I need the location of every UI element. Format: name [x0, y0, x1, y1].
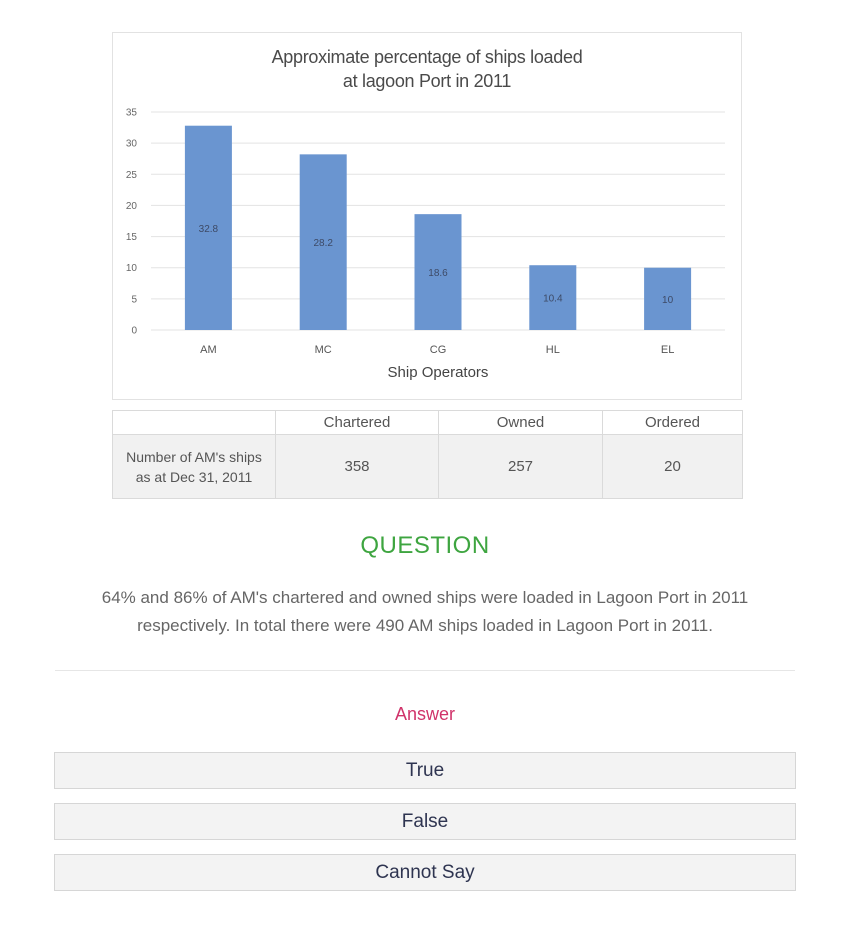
y-tick-label: 20	[125, 200, 137, 212]
data-label: 10	[662, 294, 674, 306]
ships-table	[112, 410, 743, 499]
y-tick-label: 35	[125, 107, 137, 119]
table-header-row	[113, 411, 743, 435]
table-row-label	[113, 435, 276, 499]
data-label: 10.4	[543, 293, 563, 305]
data-label: 32.8	[198, 223, 219, 235]
table-header-empty	[113, 411, 276, 435]
table-header-ordered: Ordered	[603, 411, 743, 435]
data-label: 28.2	[313, 238, 333, 250]
x-tick-label: AM	[200, 344, 217, 356]
y-tick-label: 25	[125, 169, 137, 181]
x-axis-label: Ship Operators	[387, 364, 489, 381]
answer-option-false[interactable]: False	[54, 803, 796, 840]
table-cell-ordered: 20	[603, 435, 743, 499]
table-cell-chartered: 358	[276, 435, 439, 499]
table-row-label-line-1: Number of AM's ships	[126, 448, 262, 465]
table-header-chartered: Chartered	[276, 411, 439, 435]
chart-title-line-2: at lagoon Port in 2011	[342, 71, 512, 91]
table-cell-owned: 257	[439, 435, 603, 499]
table-header-owned: Owned	[439, 411, 603, 435]
x-tick-label: HL	[545, 344, 560, 356]
x-tick-label: EL	[660, 344, 675, 356]
chart-panel	[112, 32, 742, 400]
y-tick-label: 5	[131, 294, 137, 306]
y-tick-label: 15	[125, 232, 137, 244]
question-text-line-1: 64% and 86% of AM's chartered and owned ships were loaded in Lagoon Port in 2011	[101, 588, 749, 607]
data-label: 18.6	[428, 268, 448, 280]
x-tick-label: MC	[314, 344, 332, 356]
table-row-label-line-2: as at Dec 31, 2011	[135, 468, 253, 485]
question-text	[55, 584, 795, 640]
bar-chart	[113, 33, 743, 401]
answer-label: Answer	[394, 704, 456, 724]
y-tick-label: 0	[131, 325, 137, 337]
question-heading: QUESTION	[360, 532, 490, 559]
answer-option-cannot-say[interactable]: Cannot Say	[54, 854, 796, 891]
divider	[55, 670, 795, 671]
y-tick-label: 10	[125, 263, 137, 275]
x-tick-label: CG	[429, 344, 447, 356]
chart-title-line-1: Approximate percentage of ships loaded	[271, 47, 583, 67]
question-text-line-2: respectively. In total there were 490 AM ships loaded in Lagoon Port in 2011.	[137, 616, 713, 635]
answer-option-true[interactable]: True	[54, 752, 796, 789]
table-row	[113, 435, 743, 499]
y-tick-label: 30	[125, 138, 137, 150]
